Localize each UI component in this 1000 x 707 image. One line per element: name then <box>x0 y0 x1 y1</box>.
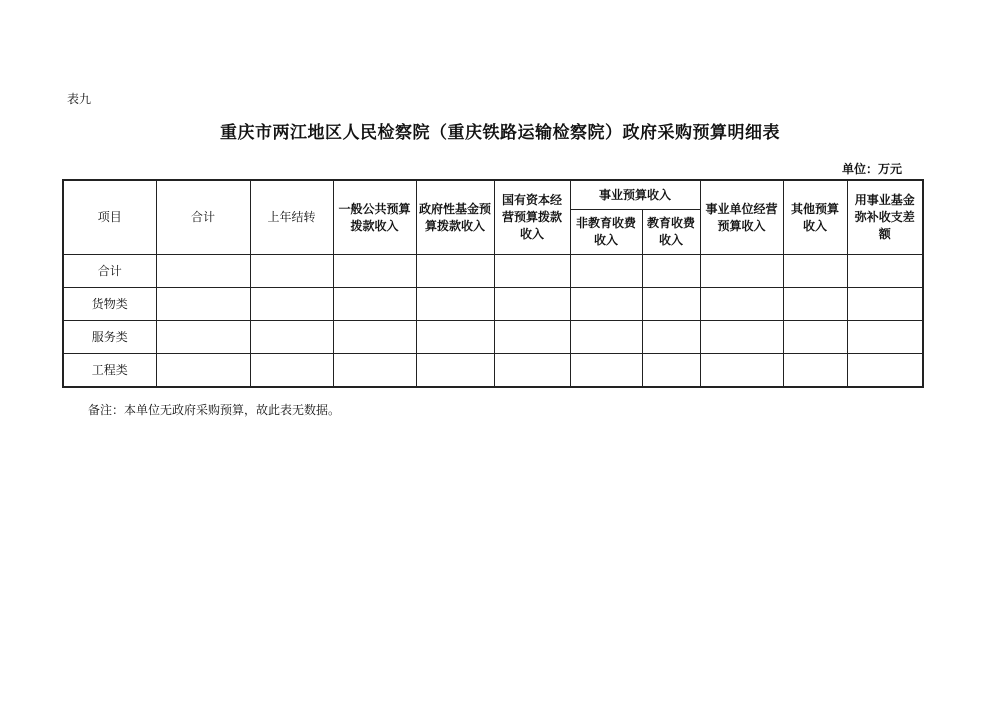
cell <box>570 255 642 288</box>
header-general-public-budget: 一般公共预算拨款收入 <box>333 180 416 255</box>
row-label: 合计 <box>63 255 156 288</box>
footnote: 备注：本单位无政府采购预算，故此表无数据。 <box>88 403 341 417</box>
cell <box>783 321 847 354</box>
cell <box>156 354 250 388</box>
header-total: 合计 <box>156 180 250 255</box>
row-label: 服务类 <box>63 321 156 354</box>
cell <box>333 354 416 388</box>
cell <box>642 255 700 288</box>
header-business-fund-offset: 用事业基金弥补收支差额 <box>847 180 923 255</box>
procurement-budget-table <box>62 179 924 388</box>
cell <box>416 288 494 321</box>
cell <box>333 321 416 354</box>
table-row <box>63 255 923 288</box>
cell <box>847 288 923 321</box>
cell <box>156 321 250 354</box>
header-business-budget-group: 事业预算收入 <box>570 180 700 210</box>
header-other-budget: 其他预算收入 <box>783 180 847 255</box>
cell <box>494 255 570 288</box>
table-row <box>63 288 923 321</box>
cell <box>642 354 700 388</box>
cell <box>847 321 923 354</box>
cell <box>250 255 333 288</box>
cell <box>416 321 494 354</box>
cell <box>416 354 494 388</box>
cell <box>333 255 416 288</box>
cell <box>642 288 700 321</box>
table-row <box>63 321 923 354</box>
header-gov-fund-budget: 政府性基金预算拨款收入 <box>416 180 494 255</box>
cell <box>416 255 494 288</box>
cell <box>250 321 333 354</box>
cell <box>700 288 783 321</box>
table-row <box>63 354 923 388</box>
cell <box>783 255 847 288</box>
cell <box>156 255 250 288</box>
cell <box>642 321 700 354</box>
header-business-unit-operating: 事业单位经营预算收入 <box>700 180 783 255</box>
document-title: 重庆市两江地区人民检察院（重庆铁路运输检察院）政府采购预算明细表 <box>220 123 780 143</box>
header-item: 项目 <box>63 180 156 255</box>
cell <box>494 288 570 321</box>
cell <box>570 288 642 321</box>
cell <box>333 288 416 321</box>
cell <box>250 354 333 388</box>
cell <box>783 354 847 388</box>
cell <box>494 321 570 354</box>
cell <box>570 321 642 354</box>
cell <box>783 288 847 321</box>
cell <box>494 354 570 388</box>
header-row <box>63 180 923 210</box>
cell <box>700 321 783 354</box>
unit-label: 单位：万元 <box>842 162 903 176</box>
cell <box>156 288 250 321</box>
header-carryover: 上年结转 <box>250 180 333 255</box>
cell <box>250 288 333 321</box>
table-number: 表九 <box>67 92 92 106</box>
cell <box>570 354 642 388</box>
header-non-education-fee: 非教育收费收入 <box>570 210 642 255</box>
cell <box>847 354 923 388</box>
cell <box>700 354 783 388</box>
cell <box>847 255 923 288</box>
row-label: 货物类 <box>63 288 156 321</box>
row-label: 工程类 <box>63 354 156 388</box>
cell <box>700 255 783 288</box>
header-state-capital-budget: 国有资本经营预算拨款收入 <box>494 180 570 255</box>
header-education-fee: 教育收费收入 <box>642 210 700 255</box>
